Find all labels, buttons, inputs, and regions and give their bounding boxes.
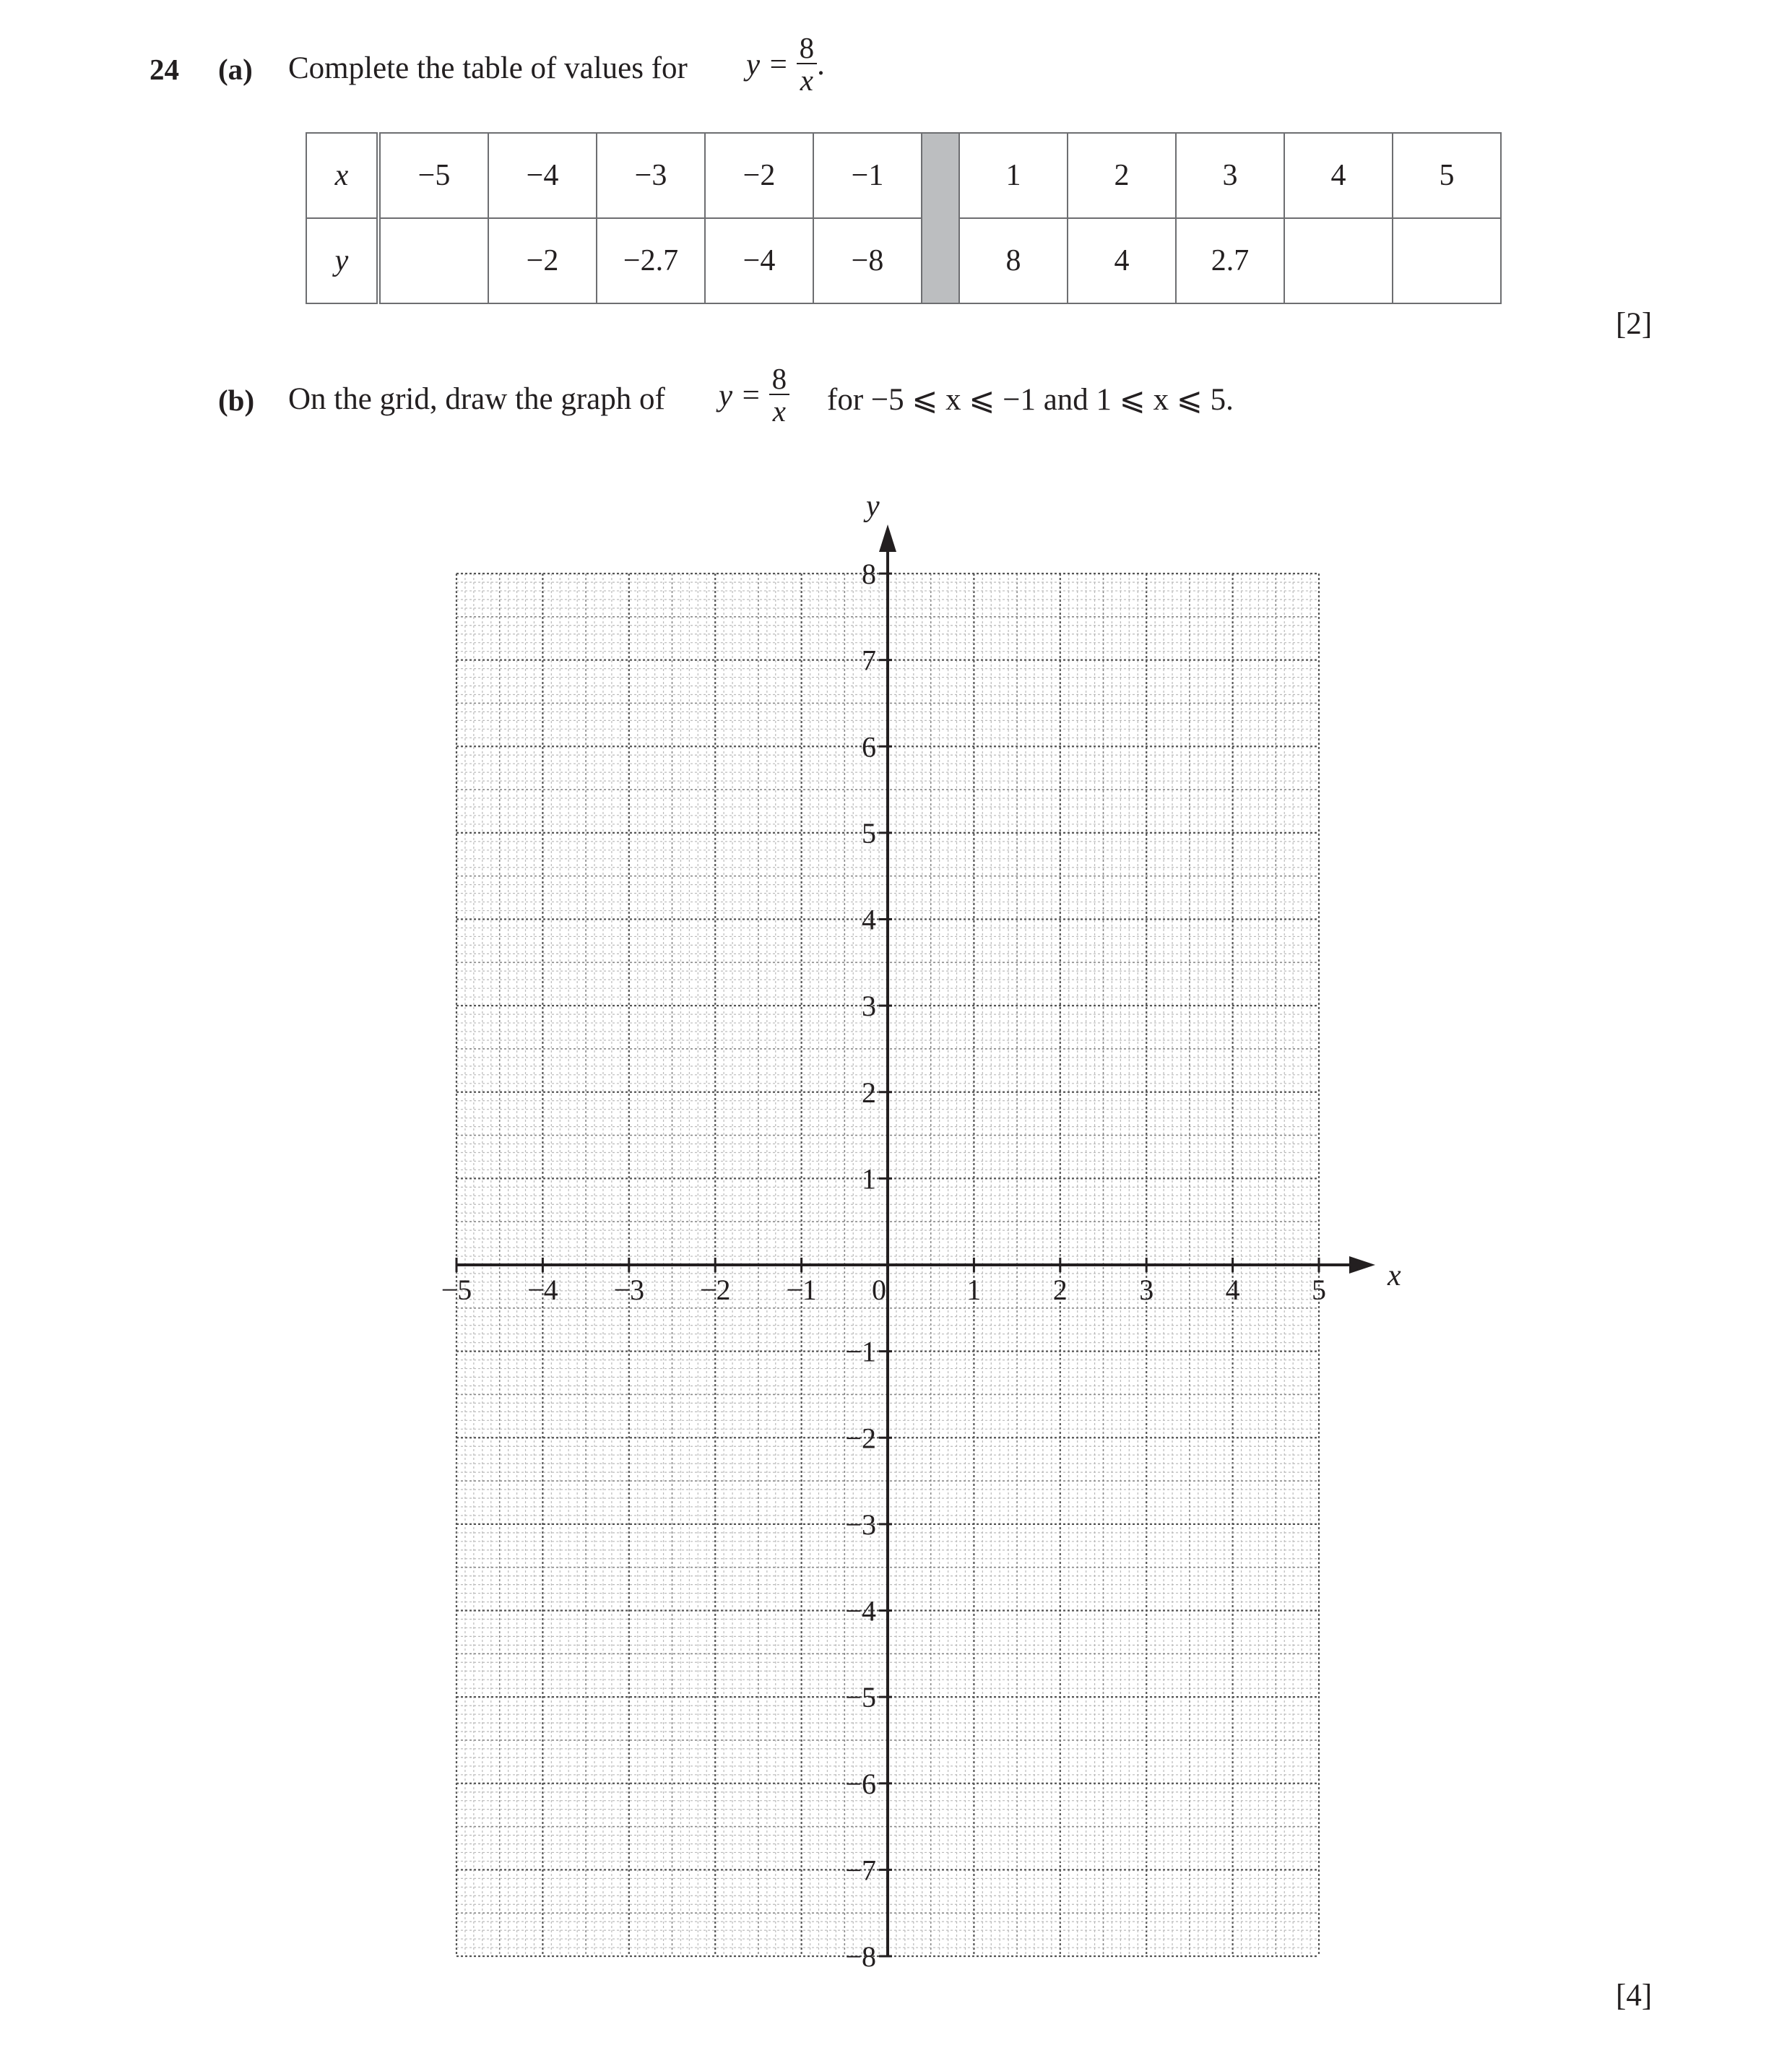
part-b-equation-lhs: y = — [719, 378, 761, 412]
part-b-fraction-numerator: 8 — [771, 362, 787, 395]
y-cell: −2 — [488, 218, 597, 303]
part-b-label: (b) — [218, 384, 255, 417]
part-a-marks: [2] — [1616, 307, 1653, 341]
y-cell: −2.7 — [597, 218, 705, 303]
y-tick-label: 5 — [862, 816, 876, 850]
y-tick-label: −6 — [845, 1767, 876, 1800]
x-tick-label: −1 — [786, 1274, 817, 1306]
x-tick-label: 5 — [1312, 1274, 1326, 1306]
x-cell: −2 — [705, 133, 813, 218]
x-cell: −4 — [488, 133, 597, 218]
question-number: 24 — [150, 53, 179, 86]
x-tick-label: −3 — [613, 1274, 645, 1306]
y-tick-label: 8 — [862, 558, 876, 590]
part-a-fraction-denominator: x — [797, 63, 818, 95]
x-axis-label: x — [1388, 1259, 1401, 1292]
y-axis-arrow — [879, 524, 896, 552]
y-tick-label: 2 — [862, 1076, 876, 1109]
y-tick-label: −1 — [845, 1335, 876, 1368]
y-cell: 8 — [959, 218, 1068, 303]
x-cell: −3 — [597, 133, 705, 218]
x-tick-label: −2 — [699, 1274, 731, 1306]
y-cell: −4 — [705, 218, 813, 303]
part-b-marks: [4] — [1616, 1979, 1653, 2013]
part-b-range: for −5 ⩽ x ⩽ −1 and 1 ⩽ x ⩽ 5. — [827, 383, 1234, 417]
y-cell: 2.7 — [1176, 218, 1284, 303]
y-tick-label: −8 — [845, 1940, 876, 1973]
x-tick-label: −5 — [441, 1274, 472, 1306]
x-tick-label: 2 — [1052, 1274, 1068, 1306]
part-a-equation-lhs: y = — [746, 47, 789, 82]
part-a-label: (a) — [218, 53, 253, 86]
y-tick-label: −7 — [845, 1854, 876, 1887]
part-a-fraction-numerator: 8 — [799, 31, 815, 64]
x-tick-label: 0 — [872, 1274, 886, 1306]
y-tick-label: 3 — [862, 990, 876, 1023]
x-tick-label: −4 — [527, 1274, 558, 1306]
x-cell: 1 — [959, 133, 1068, 218]
x-cell: 4 — [1284, 133, 1393, 218]
x-cell: 5 — [1393, 133, 1501, 218]
x-cell: 3 — [1176, 133, 1284, 218]
x-tick-label: 3 — [1139, 1274, 1154, 1306]
x-cell: 2 — [1068, 133, 1176, 218]
y-tick-label: 1 — [862, 1162, 876, 1196]
y-tick-label: 7 — [862, 644, 876, 677]
y-tick-label: 6 — [862, 730, 876, 764]
x-tick-label: 1 — [966, 1274, 982, 1306]
y-tick-label: −4 — [845, 1594, 876, 1628]
x-cell: −1 — [813, 133, 922, 218]
x-axis-arrow — [1349, 1256, 1375, 1274]
row-label-y: y — [306, 218, 378, 303]
y-tick-label: −2 — [845, 1422, 876, 1455]
y-axis-label: y — [866, 490, 880, 523]
y-tick-label: −3 — [845, 1508, 876, 1541]
part-b-text: On the grid, draw the graph of — [288, 382, 665, 416]
part-b-fraction-denominator: x — [769, 394, 790, 426]
part-a-equation-end: . — [817, 47, 825, 82]
row-label-x: x — [306, 133, 378, 218]
y-tick-label: −5 — [845, 1681, 876, 1714]
y-cell: −8 — [813, 218, 922, 303]
x-cell: −5 — [378, 133, 488, 218]
x-tick-label: 4 — [1225, 1274, 1240, 1306]
y-cell: 4 — [1068, 218, 1176, 303]
y-tick-label: 4 — [862, 903, 876, 936]
part-a-text: Complete the table of values for — [288, 51, 688, 85]
